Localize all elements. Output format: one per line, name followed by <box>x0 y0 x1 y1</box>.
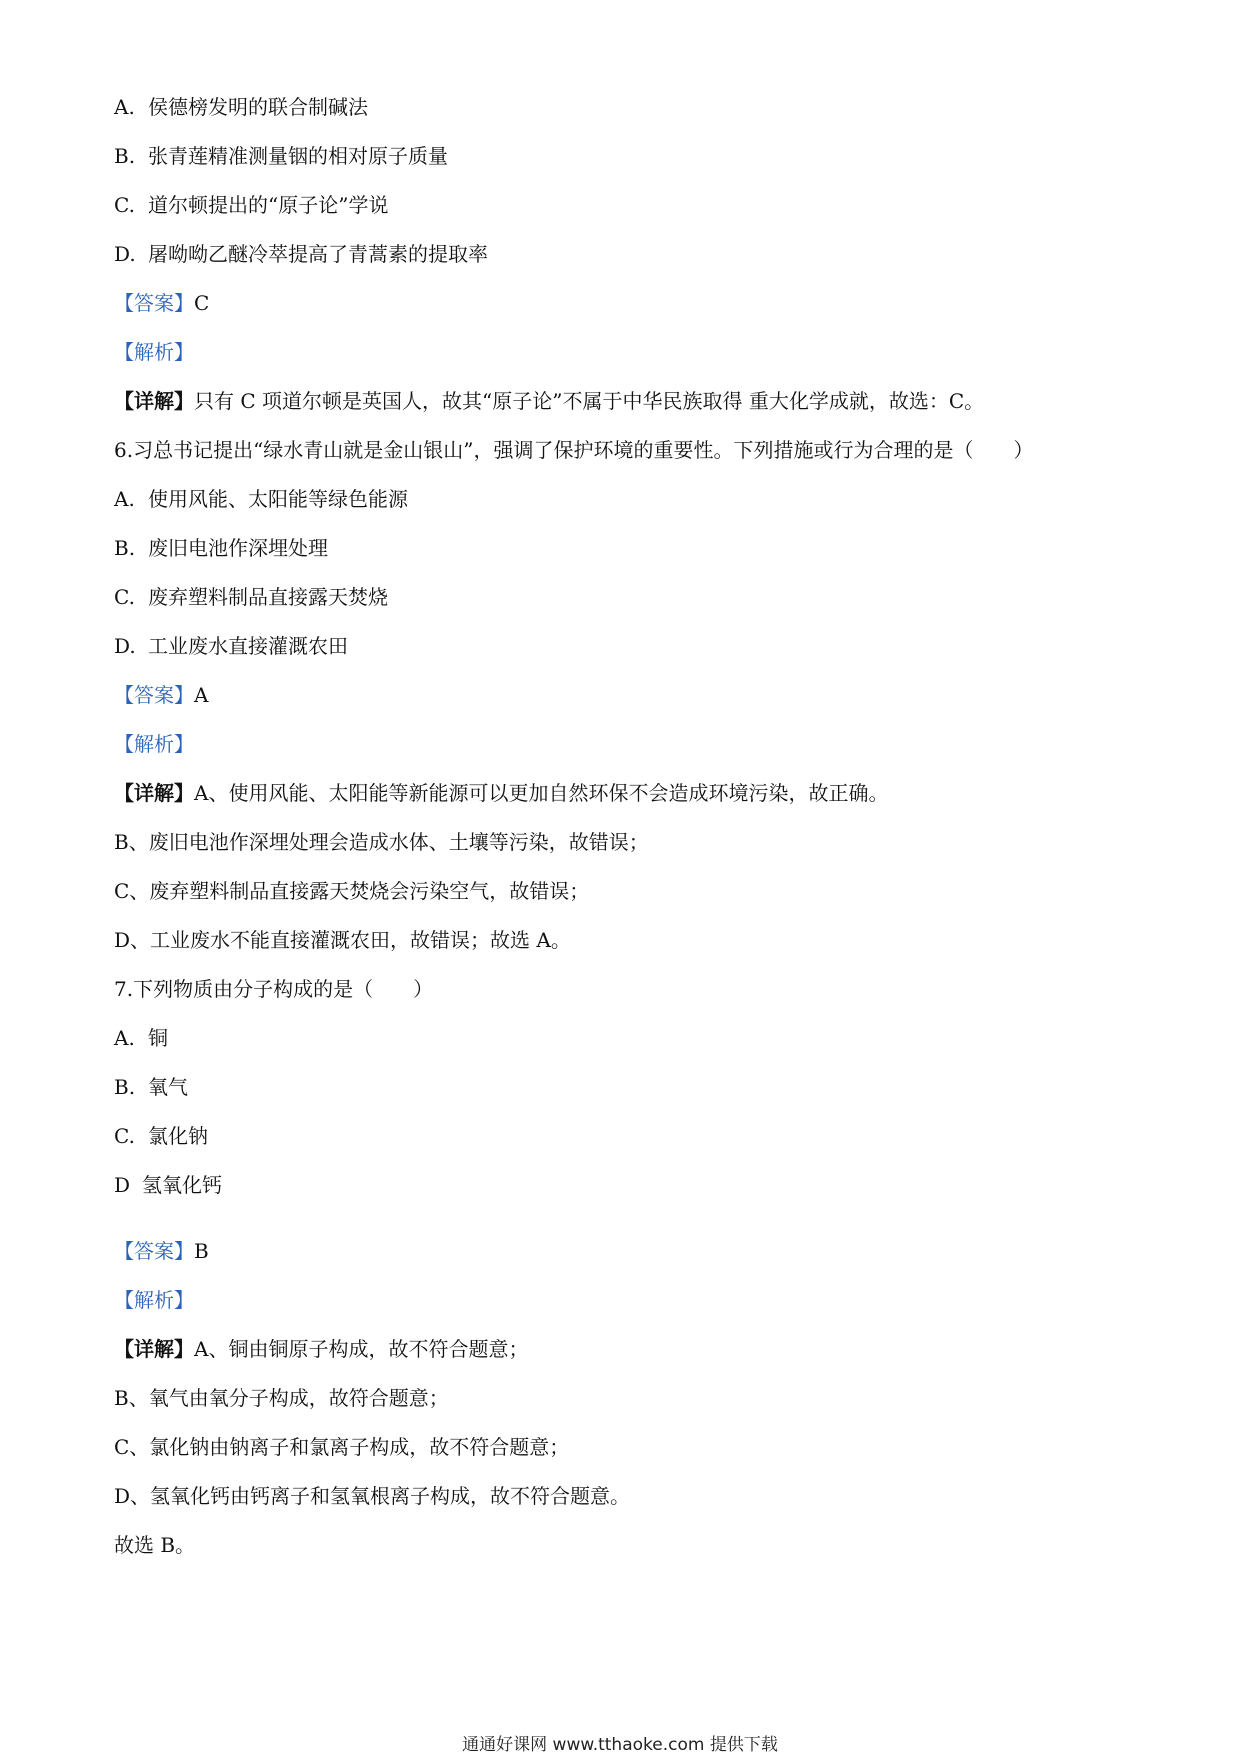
option-letter: B. <box>114 1075 136 1099</box>
option-text: 废弃塑料制品直接露天焚烧 <box>148 585 388 609</box>
option-letter: D. <box>114 242 136 266</box>
document-body <box>114 94 1124 1581</box>
detail-text: A、铜由铜原子构成，故不符合题意； <box>194 1337 529 1361</box>
q6-option-b <box>114 535 1124 561</box>
q6-answer <box>114 682 1124 708</box>
q6-analysis <box>114 731 1124 757</box>
option-letter: C. <box>114 1124 135 1148</box>
q6-detail-4: D、工业废水不能直接灌溉农田，故错误；故选 A。 <box>114 928 571 952</box>
option-letter: B. <box>114 144 136 168</box>
answer-value: B <box>194 1239 209 1263</box>
q7-option-b <box>114 1074 1124 1100</box>
q7-detail-5: 故选 B。 <box>114 1533 196 1557</box>
page-footer: 通通好课网 www.tthaoke.com 提供下载 <box>462 1735 778 1755</box>
analysis-tag: 【解析】 <box>114 1288 194 1312</box>
q6-detail-2: B、废旧电池作深埋处理会造成水体、土壤等污染，故错误； <box>114 830 649 854</box>
option-text: 氢氧化钙 <box>142 1173 222 1197</box>
option-letter: A. <box>114 95 135 119</box>
q5-analysis <box>114 339 1124 365</box>
analysis-tag: 【解析】 <box>114 732 194 756</box>
option-letter: C. <box>114 193 135 217</box>
q6-stem: 6.习总书记提出“绿水青山就是金山银山”，强调了保护环境的重要性。下列措施或行为合理的是（ ） <box>114 438 1034 462</box>
q7-answer <box>114 1238 1124 1264</box>
q6-option-a <box>114 486 1124 512</box>
option-letter: C. <box>114 585 135 609</box>
q6-detail-1 <box>114 780 1124 806</box>
q6-option-c <box>114 584 1124 610</box>
option-text: 使用风能、太阳能等绿色能源 <box>148 487 408 511</box>
option-letter: A. <box>114 1026 135 1050</box>
detail-tag: 【详解】 <box>114 389 194 413</box>
option-letter: D. <box>114 634 136 658</box>
detail-tag: 【详解】 <box>114 1337 194 1361</box>
answer-tag: 【答案】 <box>114 1239 194 1263</box>
answer-value: C <box>194 291 210 315</box>
q6-option-d <box>114 633 1124 659</box>
q7-analysis <box>114 1287 1124 1313</box>
q7-detail-3: C、氯化钠由钠离子和氯离子构成，故不符合题意； <box>114 1435 570 1459</box>
option-letter: A. <box>114 487 135 511</box>
option-letter: D <box>114 1173 131 1197</box>
q5-option-c <box>114 192 1124 218</box>
q7-stem: 7.下列物质由分子构成的是（ ） <box>114 977 434 1001</box>
option-text: 氯化钠 <box>148 1124 208 1148</box>
q5-option-b <box>114 143 1124 169</box>
q7-detail-2: B、氧气由氧分子构成，故符合题意； <box>114 1386 449 1410</box>
q6-detail-3: C、废弃塑料制品直接露天焚烧会污染空气，故错误； <box>114 879 590 903</box>
detail-text: A、使用风能、太阳能等新能源可以更加自然环保不会造成环境污染，故正确。 <box>194 781 889 805</box>
option-text: 张青莲精准测量铟的相对原子质量 <box>148 144 448 168</box>
q5-answer <box>114 290 1124 316</box>
answer-tag: 【答案】 <box>114 683 194 707</box>
q7-option-c <box>114 1123 1124 1149</box>
q7-option-a <box>114 1025 1124 1051</box>
analysis-tag: 【解析】 <box>114 340 194 364</box>
q5-option-d <box>114 241 1124 267</box>
option-text: 道尔顿提出的“原子论”学说 <box>148 193 389 217</box>
q7-detail-4: D、氢氧化钙由钙离子和氢氧根离子构成，故不符合题意。 <box>114 1484 631 1508</box>
option-letter: B. <box>114 536 136 560</box>
option-text: 工业废水直接灌溉农田 <box>148 634 348 658</box>
q5-detail <box>114 388 1124 414</box>
option-text: 铜 <box>148 1026 168 1050</box>
q5-option-a <box>114 94 1124 120</box>
option-text: 废旧电池作深埋处理 <box>148 536 328 560</box>
option-text: 氧气 <box>148 1075 188 1099</box>
answer-tag: 【答案】 <box>114 291 194 315</box>
detail-text: 只有 C 项道尔顿是英国人，故其“原子论”不属于中华民族取得 重大化学成就，故选：C。 <box>194 389 985 413</box>
option-text: 侯德榜发明的联合制碱法 <box>148 95 368 119</box>
answer-value: A <box>194 683 209 707</box>
option-text: 屠呦呦乙醚冷萃提高了青蒿素的提取率 <box>148 242 488 266</box>
detail-tag: 【详解】 <box>114 781 194 805</box>
q7-option-d <box>114 1172 1124 1198</box>
q7-detail-1 <box>114 1336 1124 1362</box>
